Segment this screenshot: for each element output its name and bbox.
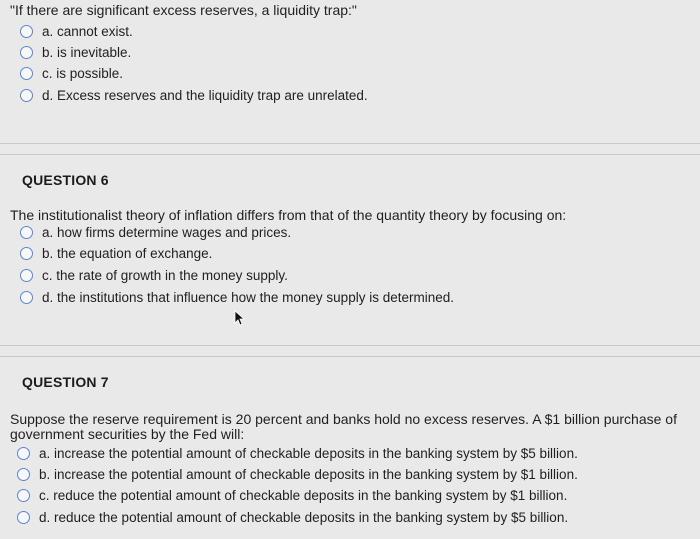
option-label: a. how firms determine wages and prices.	[42, 225, 292, 240]
radio-button-icon[interactable]	[20, 269, 33, 282]
section-divider	[0, 154, 700, 155]
option-label: b. is inevitable.	[42, 45, 132, 60]
q5-option-b[interactable]	[20, 45, 131, 60]
radio-button-icon[interactable]	[17, 489, 30, 502]
q5-option-d[interactable]	[20, 88, 368, 103]
section-divider	[0, 345, 700, 346]
q7-option-d[interactable]	[17, 510, 568, 525]
question-7-header: QUESTION 7	[22, 374, 109, 390]
option-label: d. reduce the potential amount of checkable deposits in the banking system by $5 billion.	[39, 510, 569, 525]
radio-button-icon[interactable]	[17, 511, 30, 524]
q6-option-c[interactable]	[20, 268, 288, 283]
option-label: d. Excess reserves and the liquidity trap are unrelated.	[42, 88, 368, 103]
option-label: c. is possible.	[42, 66, 124, 81]
question-5-prompt: "If there are significant excess reserves, a liquidity trap:"	[10, 2, 357, 18]
radio-button-icon[interactable]	[17, 447, 30, 460]
section-divider	[0, 143, 700, 144]
radio-button-icon[interactable]	[20, 89, 33, 102]
q7-option-c[interactable]	[17, 488, 567, 503]
question-7-prompt-line-1: Suppose the reserve requirement is 20 percent and banks hold no excess reserves. A $1 billion purchase of	[10, 411, 677, 427]
option-label: c. the rate of growth in the money supply.	[42, 268, 288, 283]
radio-button-icon[interactable]	[17, 468, 30, 481]
q6-option-d[interactable]	[20, 290, 454, 305]
radio-button-icon[interactable]	[20, 291, 33, 304]
option-label: b. the equation of exchange.	[42, 246, 213, 261]
radio-button-icon[interactable]	[20, 67, 33, 80]
option-label: a. cannot exist.	[42, 24, 133, 39]
radio-button-icon[interactable]	[20, 25, 33, 38]
q7-option-a[interactable]	[17, 446, 578, 461]
radio-button-icon[interactable]	[20, 46, 33, 59]
q5-option-c[interactable]	[20, 66, 123, 81]
question-6-header: QUESTION 6	[22, 172, 109, 188]
option-label: a. increase the potential amount of checkable deposits in the banking system by $5 billion.	[39, 446, 578, 461]
section-divider	[0, 356, 700, 357]
radio-button-icon[interactable]	[20, 226, 33, 239]
q5-option-a[interactable]	[20, 24, 133, 39]
q7-option-b[interactable]	[17, 467, 578, 482]
q6-option-a[interactable]	[20, 225, 291, 240]
question-6-prompt: The institutionalist theory of inflation differs from that of the quantity theory by focusing on:	[10, 207, 567, 223]
q6-option-b[interactable]	[20, 246, 212, 261]
option-label: c. reduce the potential amount of checkable deposits in the banking system by $1 billion.	[39, 488, 568, 503]
option-label: b. increase the potential amount of checkable deposits in the banking system by $1 billion.	[39, 467, 578, 482]
question-7-prompt-line-2: government securities by the Fed will:	[10, 426, 245, 442]
radio-button-icon[interactable]	[20, 247, 33, 260]
option-label: d. the institutions that influence how the money supply is determined.	[42, 290, 454, 305]
mouse-cursor-icon	[233, 310, 247, 326]
